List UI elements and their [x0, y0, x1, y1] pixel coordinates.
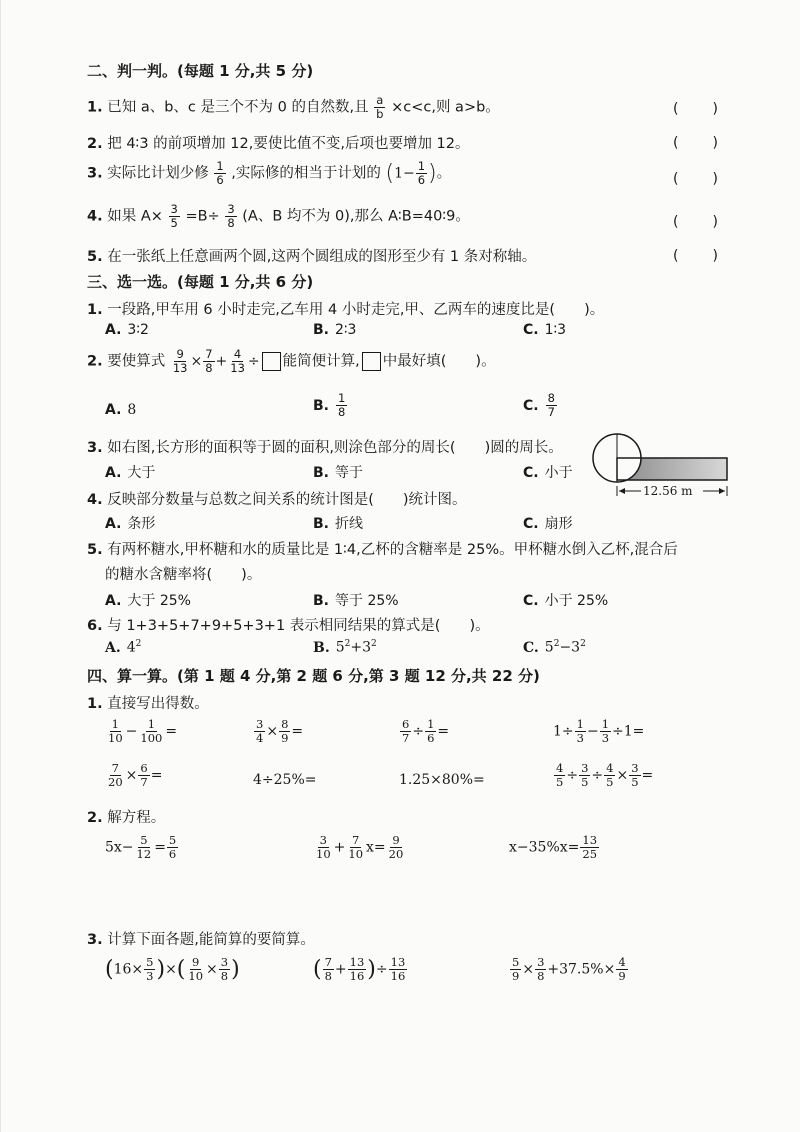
- fraction-num: 3: [319, 833, 327, 847]
- fraction-den: 10: [188, 969, 204, 984]
- option-label: B.: [313, 322, 329, 338]
- option-text: 等于: [335, 465, 363, 481]
- fraction: [254, 718, 265, 745]
- fraction: [575, 718, 586, 745]
- s3-q2: [87, 348, 496, 375]
- calc-5: [105, 762, 162, 789]
- q-num: 2.: [87, 353, 103, 370]
- fraction-num: 1: [147, 717, 156, 731]
- q-num: 3.: [87, 165, 103, 182]
- fraction-den: 5: [631, 775, 639, 790]
- fraction: [616, 956, 627, 983]
- paren-open: (: [385, 161, 395, 187]
- operator: =: [150, 767, 163, 784]
- fraction: [203, 348, 214, 375]
- option-label: A.: [105, 402, 122, 418]
- option-label: C.: [523, 397, 539, 414]
- q-num: 1.: [87, 696, 103, 712]
- fraction-num: 6: [402, 717, 410, 731]
- s2-q1: [87, 94, 500, 121]
- fraction-num: 5: [146, 955, 154, 969]
- q-text: 要使算式: [107, 353, 166, 370]
- option-text: 扇形: [544, 516, 573, 532]
- option-label: A.: [105, 322, 122, 338]
- fraction-den: 9: [618, 969, 626, 984]
- section3-title: 三、选一选。(每题 1 分,共 6 分): [87, 273, 314, 291]
- option-c[interactable]: [523, 392, 558, 419]
- fraction-num: 1: [111, 717, 119, 731]
- calc-6: 4÷25%=: [253, 772, 317, 788]
- fraction-num: 8: [281, 717, 289, 731]
- q-num: 5.: [87, 249, 103, 265]
- s2-q4: [87, 203, 470, 230]
- fraction: [225, 203, 236, 230]
- q-text: 有两杯糖水,甲杯糖和水的质量比是 1∶4,乙杯的含糖率是 25%。甲杯糖水倒入乙杯,混合后: [107, 542, 678, 558]
- fraction-den: 8: [227, 216, 235, 231]
- fraction-den: 8: [205, 361, 213, 376]
- fraction: [219, 956, 230, 983]
- fraction: [336, 392, 347, 419]
- fraction-num: 1: [601, 717, 610, 731]
- option-text: 小于: [544, 465, 573, 481]
- option-a[interactable]: [105, 639, 141, 656]
- fraction-den: 25: [582, 847, 598, 862]
- q-text: ,实际修的相当于计划的: [231, 165, 381, 182]
- s4-sub3-title: [87, 928, 315, 949]
- option-b[interactable]: [313, 392, 348, 419]
- s2-q3: [87, 160, 451, 187]
- arrow-left-icon: [619, 488, 625, 494]
- fraction-num: 3: [170, 202, 178, 216]
- power-exp: 2: [135, 639, 142, 649]
- q-text: 把 4∶3 的前项增加 12,要使比值不变,后项也要增加 12。: [107, 136, 470, 152]
- fraction-num: 5: [512, 955, 520, 969]
- option-text: 等于 25%: [335, 593, 399, 609]
- option-label: A.: [105, 639, 121, 656]
- blank-box[interactable]: [362, 352, 381, 371]
- option-text: 大于 25%: [127, 593, 191, 609]
- option-label: B.: [313, 593, 329, 609]
- fraction: [416, 160, 427, 187]
- fraction: [186, 956, 205, 983]
- operator: ÷: [375, 961, 388, 978]
- fraction-den: 100: [140, 731, 163, 746]
- operator: ×: [266, 723, 279, 740]
- fraction-den: 5: [170, 216, 178, 231]
- calc-simplify-1: [105, 956, 240, 983]
- fraction-den: 12: [136, 847, 152, 862]
- section2-title: 二、判一判。(每题 1 分,共 5 分): [87, 62, 314, 80]
- fraction-num: 4: [556, 761, 564, 775]
- option-label: B.: [313, 397, 329, 414]
- fraction-num: a: [376, 93, 384, 107]
- q-text: (A、B 均不为 0),那么 A∶B=40∶9。: [242, 208, 470, 225]
- fraction: [323, 956, 334, 983]
- operator: +: [333, 839, 346, 856]
- fraction-den: 9: [281, 731, 289, 746]
- fraction-den: 8: [324, 969, 332, 984]
- option-label: B.: [313, 516, 329, 532]
- q-num: 3.: [87, 932, 103, 948]
- operator: =: [154, 839, 166, 856]
- fraction: [389, 956, 408, 983]
- option-text: 3∶2: [127, 322, 149, 338]
- power-base: 5: [544, 639, 554, 656]
- fraction: [346, 834, 365, 861]
- fraction-num: 1: [216, 159, 224, 173]
- fraction-den: 4: [256, 731, 264, 746]
- option-label: B.: [313, 465, 329, 481]
- fraction-num: 3: [537, 955, 545, 969]
- fraction-den: 5: [606, 775, 614, 790]
- operator: ×: [616, 767, 629, 784]
- power-exp: 2: [371, 639, 377, 649]
- calc-2: [253, 718, 303, 745]
- option-b[interactable]: [313, 513, 363, 533]
- option-text: 小于 25%: [544, 593, 609, 609]
- s3-q5: [87, 538, 678, 559]
- operator: =: [291, 723, 304, 740]
- paren-open: (: [313, 957, 322, 983]
- fraction-num: 13: [349, 955, 365, 969]
- calc-1: [105, 718, 177, 745]
- fraction-den: b: [376, 107, 384, 122]
- operator: ÷: [412, 723, 425, 740]
- paren-open: (: [176, 957, 186, 983]
- fraction-den: 5: [581, 775, 589, 790]
- fraction-den: 3: [576, 731, 584, 746]
- power-base: 3: [571, 639, 581, 656]
- option-b[interactable]: [313, 322, 356, 338]
- power-exp: 2: [580, 639, 586, 649]
- fraction-num: 13: [582, 833, 598, 847]
- section4-title: 四、算一算。(第 1 题 4 分,第 2 题 6 分,第 3 题 12 分,共 22 分): [87, 667, 540, 685]
- operator: ×: [125, 767, 138, 784]
- calc-simplify-2: [313, 956, 408, 983]
- option-label: B.: [313, 639, 330, 656]
- option-c[interactable]: [523, 639, 586, 656]
- fraction-den: 16: [390, 969, 406, 984]
- option-a[interactable]: [105, 402, 136, 418]
- option-label: C.: [523, 322, 539, 338]
- operator: +: [334, 961, 347, 978]
- operator: ×: [165, 961, 177, 978]
- s3-q5-line2: 的糖水含糖率将( )。: [105, 567, 262, 583]
- fraction-den: 13: [230, 361, 245, 376]
- fraction-num: 1: [338, 391, 346, 405]
- operator: ÷: [566, 767, 579, 784]
- s3-q4: [87, 488, 467, 509]
- fraction: [629, 762, 640, 789]
- fraction: [425, 718, 436, 745]
- q-text: 实际比计划少修: [107, 165, 209, 182]
- fraction-num: 9: [176, 347, 184, 361]
- fraction-num: 3: [227, 202, 235, 216]
- paren-close: ): [156, 957, 166, 983]
- option-a[interactable]: [105, 590, 191, 610]
- fraction: [167, 834, 178, 861]
- fraction: [169, 203, 180, 230]
- expr-text: 1−: [394, 165, 415, 182]
- q-text: 反映部分数量与总数之间关系的统计图是( )统计图。: [107, 492, 467, 508]
- fraction-num: 8: [547, 391, 555, 405]
- operator: ×: [190, 353, 203, 370]
- fraction: [554, 762, 565, 789]
- expr-text: x−35%x=: [509, 839, 580, 856]
- option-a[interactable]: [105, 513, 155, 533]
- fraction: [138, 762, 149, 789]
- option-c[interactable]: [523, 513, 573, 533]
- q-text: 中最好填( )。: [382, 353, 496, 370]
- fraction: [510, 956, 521, 983]
- fraction: [314, 834, 333, 861]
- fraction: [374, 94, 385, 121]
- answer-paren[interactable]: ( ): [673, 171, 720, 187]
- fraction-den: 5: [556, 775, 564, 790]
- power-exp: 2: [553, 639, 560, 649]
- q-num: 5.: [87, 542, 103, 558]
- paren-close: ): [367, 957, 376, 983]
- fraction-den: 7: [547, 405, 555, 420]
- answer-paren[interactable]: ( ): [673, 101, 720, 117]
- operator: ×: [206, 961, 218, 978]
- s3-q6: [87, 614, 490, 635]
- fraction: [135, 834, 154, 861]
- fraction-den: 13: [172, 361, 188, 376]
- option-c[interactable]: [523, 590, 608, 610]
- operator: ÷: [591, 767, 604, 784]
- fraction-num: 13: [390, 955, 406, 969]
- calc-simplify-3: [509, 956, 629, 983]
- option-text: 8: [127, 402, 137, 418]
- fraction-den: 10: [348, 847, 364, 862]
- fraction: [604, 762, 615, 789]
- option-label: C.: [523, 516, 539, 532]
- fraction: [214, 160, 225, 187]
- expr-text: 16×: [113, 961, 144, 978]
- q-text: 直接写出得数。: [107, 696, 209, 712]
- fraction: [400, 718, 411, 745]
- q-text: 已知 a、b、c 是三个不为 0 的自然数,且: [107, 99, 369, 116]
- equation-1: [105, 834, 179, 861]
- q-text: 在一张纸上任意画两个圆,这两个圆组成的图形至少有 1 条对称轴。: [107, 249, 537, 265]
- fraction: [387, 834, 406, 861]
- fraction-den: 10: [316, 847, 331, 862]
- fraction: [279, 718, 290, 745]
- option-label: C.: [523, 593, 539, 609]
- option-c[interactable]: [523, 322, 566, 338]
- fraction: [228, 348, 247, 375]
- q-num: 4.: [87, 208, 103, 225]
- fraction: [580, 834, 599, 861]
- answer-paren[interactable]: ( ): [673, 135, 720, 151]
- operator: −: [559, 639, 572, 656]
- fraction: [579, 762, 590, 789]
- q-text: 一段路,甲车用 6 小时走完,乙车用 4 小时走完,甲、乙两车的速度比是( )。: [107, 302, 605, 318]
- s2-q2: [87, 132, 470, 153]
- fraction: [106, 762, 125, 789]
- operator: ÷: [247, 353, 260, 370]
- answer-paren[interactable]: ( ): [673, 214, 720, 230]
- dimension-label: 12.56 m: [643, 484, 693, 498]
- s4-sub1-title: [87, 692, 209, 713]
- fraction-num: 1: [576, 717, 584, 731]
- option-label: C.: [523, 465, 539, 481]
- option-label: A.: [105, 465, 122, 481]
- option-a[interactable]: [105, 322, 149, 338]
- fraction-den: 3: [601, 731, 610, 746]
- fraction-num: 4: [618, 955, 626, 969]
- option-label: C.: [523, 639, 539, 656]
- q-text: 能简便计算,: [282, 353, 360, 370]
- fraction-den: 6: [417, 173, 426, 188]
- power-base: 5: [335, 639, 345, 656]
- q-text: ×c<c,则 a>b。: [391, 99, 500, 116]
- option-text: 折线: [335, 516, 363, 532]
- fraction-num: 4: [233, 347, 242, 361]
- q-num: 1.: [87, 99, 103, 116]
- s2-q5: [87, 245, 536, 266]
- fraction-den: 6: [216, 173, 224, 188]
- fraction: [348, 956, 367, 983]
- fraction-den: 10: [108, 731, 123, 746]
- fraction-num: 9: [192, 955, 200, 969]
- q-num: 4.: [87, 492, 103, 508]
- fraction-num: 7: [205, 347, 213, 361]
- fraction: [600, 718, 611, 745]
- option-text: 2∶3: [335, 322, 357, 338]
- operator: +: [215, 353, 228, 370]
- equation-3: [509, 834, 600, 861]
- fraction-num: 3: [581, 761, 589, 775]
- operator: =: [641, 767, 654, 784]
- expr-text: x=: [366, 839, 386, 856]
- fraction-num: 3: [220, 955, 229, 969]
- fraction-den: 3: [146, 969, 154, 984]
- calc-8: [553, 762, 653, 789]
- fraction-num: 1: [417, 159, 426, 173]
- arrow-right-icon: [719, 488, 725, 494]
- q-text: =B÷: [185, 208, 220, 225]
- expr-text: ÷1=: [612, 723, 645, 740]
- fraction-den: 8: [537, 969, 545, 984]
- fraction-den: 8: [338, 405, 346, 420]
- fraction-num: 1: [427, 717, 435, 731]
- option-b[interactable]: [313, 590, 399, 610]
- calc-7: 1.25×80%=: [399, 772, 485, 788]
- option-b[interactable]: [313, 462, 363, 482]
- operator: =: [437, 723, 450, 740]
- fraction: [535, 956, 546, 983]
- power-base: 3: [362, 639, 372, 656]
- operator: −: [586, 723, 599, 740]
- fraction-den: 20: [388, 847, 404, 862]
- fraction-num: 5: [140, 833, 148, 847]
- q-num: 3.: [87, 440, 103, 456]
- expr-text: 5x−: [105, 839, 134, 856]
- fraction-num: 7: [352, 833, 360, 847]
- circle-rectangle-figure: [589, 430, 739, 505]
- s4-sub2-title: [87, 806, 165, 827]
- q-text: 。: [436, 165, 452, 182]
- q-text: 如果 A×: [107, 208, 163, 225]
- option-label: A.: [105, 593, 122, 609]
- fraction-den: 16: [349, 969, 365, 984]
- operator: ×: [522, 961, 535, 978]
- fraction-den: 20: [108, 775, 123, 790]
- fraction-num: 9: [392, 833, 400, 847]
- fraction-den: 7: [402, 731, 410, 746]
- q-num: 6.: [87, 618, 103, 634]
- option-text: 条形: [127, 516, 156, 532]
- fraction: [106, 718, 125, 745]
- q-num: 2.: [87, 810, 103, 826]
- q-text: 计算下面各题,能简算的要简算。: [107, 932, 315, 948]
- option-text: 大于: [127, 465, 156, 481]
- paren-close: ): [428, 161, 437, 187]
- option-text: 1∶3: [544, 322, 567, 338]
- operator: −: [125, 723, 138, 740]
- q-num: 1.: [87, 302, 103, 318]
- q-text: 与 1+3+5+7+9+5+3+1 表示相同结果的算式是( )。: [107, 618, 490, 634]
- option-b[interactable]: [313, 639, 377, 656]
- fraction-num: 4: [606, 761, 614, 775]
- option-a[interactable]: [105, 462, 155, 482]
- operator: +: [350, 639, 363, 656]
- fraction: [171, 348, 190, 375]
- fraction-den: 6: [168, 847, 177, 862]
- operator: =: [165, 723, 178, 740]
- fraction-num: 3: [631, 761, 639, 775]
- power-base: 4: [126, 639, 136, 656]
- answer-paren[interactable]: ( ): [673, 248, 720, 264]
- fraction-num: 7: [324, 955, 332, 969]
- fraction-num: 3: [256, 717, 264, 731]
- paren-close: ): [231, 957, 240, 983]
- fraction-den: 6: [427, 731, 435, 746]
- option-label: A.: [105, 516, 122, 532]
- q-text: 解方程。: [107, 810, 166, 826]
- fraction-num: 5: [168, 833, 177, 847]
- blank-box[interactable]: [262, 352, 281, 371]
- equation-2: [313, 834, 406, 861]
- calc-4: [553, 718, 644, 745]
- s3-q1: [87, 298, 604, 319]
- fraction-den: 8: [220, 969, 229, 984]
- option-c[interactable]: [523, 462, 573, 482]
- q-text: 如右图,长方形的面积等于圆的面积,则涂色部分的周长( )圆的周长。: [107, 440, 563, 456]
- fraction-den: 7: [140, 775, 148, 790]
- fraction: [144, 956, 155, 983]
- power-exp: 2: [344, 639, 351, 649]
- s3-q3: [87, 436, 563, 457]
- expr-text: 1÷: [553, 723, 574, 740]
- fraction: [546, 392, 557, 419]
- expr-text: +37.5%×: [547, 961, 616, 978]
- paren-open: (: [105, 957, 114, 983]
- fraction: [138, 718, 164, 745]
- calc-3: [399, 718, 449, 745]
- q-num: 2.: [87, 136, 103, 152]
- fraction-den: 9: [512, 969, 520, 984]
- fraction-num: 7: [111, 761, 119, 775]
- fraction-num: 6: [140, 761, 148, 775]
